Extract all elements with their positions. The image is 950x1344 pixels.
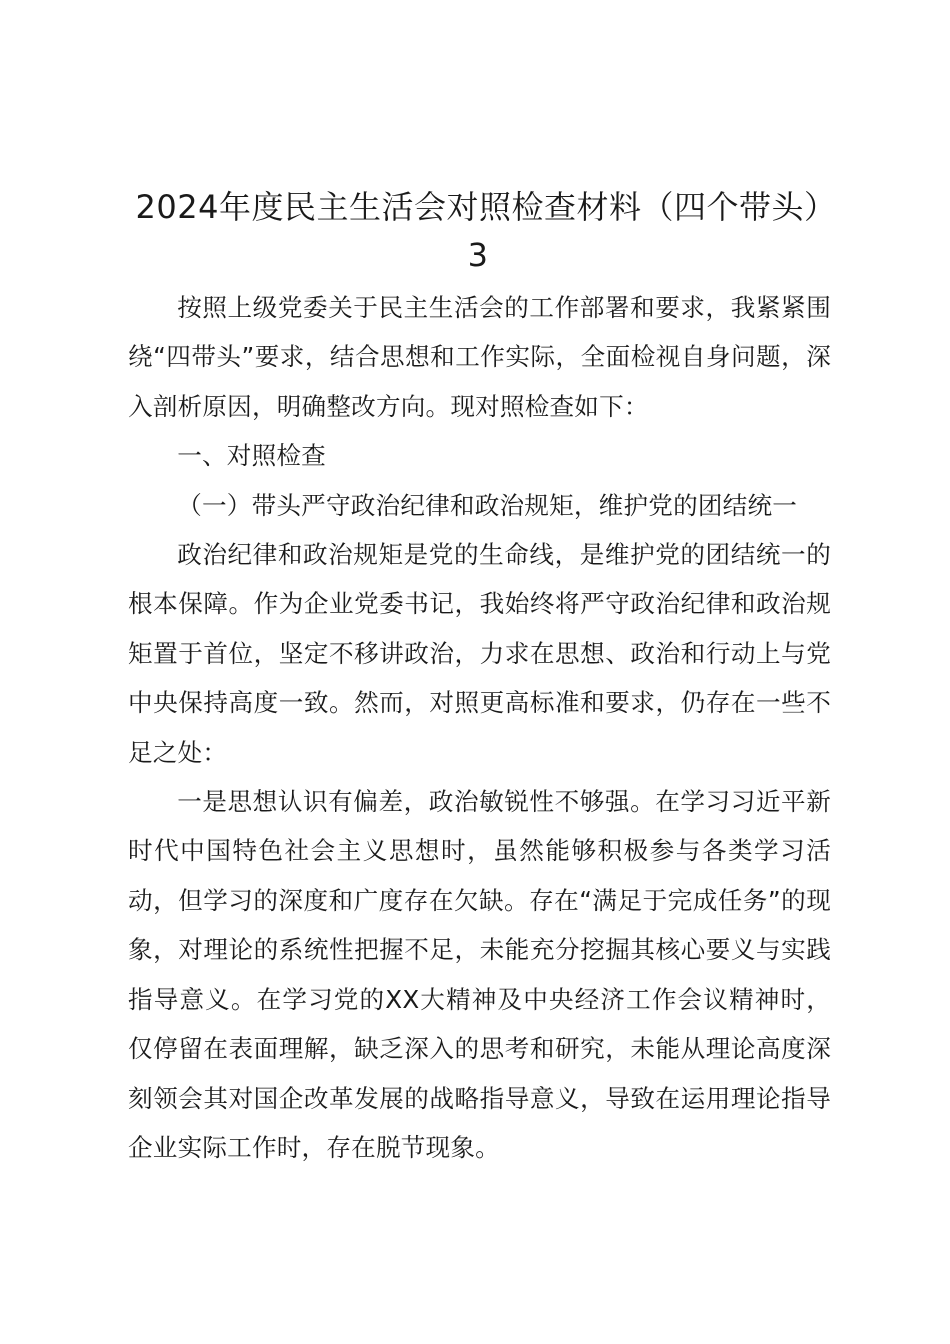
intro-paragraph: 按照上级党委关于民主生活会的工作部署和要求，我紧紧围绕“四带头”要求，结合思想和工作实际，全面检视自身问题，深入剖析原因，明确整改方向。现对照检查如下： [128,293,831,421]
section-heading: 一、对照检查 [177,441,326,471]
document-body [128,283,831,1172]
body-paragraph: 政治纪律和政治规矩是党的生命线，是维护党的团结统一的根本保障。作为企业党委书记，我始终将严守政治纪律和政治规矩置于首位，坚定不移讲政治，力求在思想、政治和行动上与党中央保持高度一致。然而，对照更高标准和要求，仍存在一些不足之处： [128,540,831,767]
subsection-heading: （一）带头严守政治纪律和政治规矩，维护党的团结统一 [177,490,798,520]
body-paragraph: 一是思想认识有偏差，政治敏锐性不够强。在学习习近平新时代中国特色社会主义思想时，虽然能够积极参与各类学习活动，但学习的深度和广度存在欠缺。存在“满足于完成任务”的现象，对理论的系统性把握不足，未能充分挖掘其核心要义与实践指导意义。在学习党的XX大精神及中央经济工作会议精神时，仅停留在表面理解，缺乏深入的思考和研究，未能从理论高度深刻领会其对国企改革发展的战略指导意义，导致在运用理论指导企业实际工作时，存在脱节现象。 [128,787,831,1162]
document-title: 2024年度民主生活会对照检查材料（四个带头）3 [135,188,821,274]
